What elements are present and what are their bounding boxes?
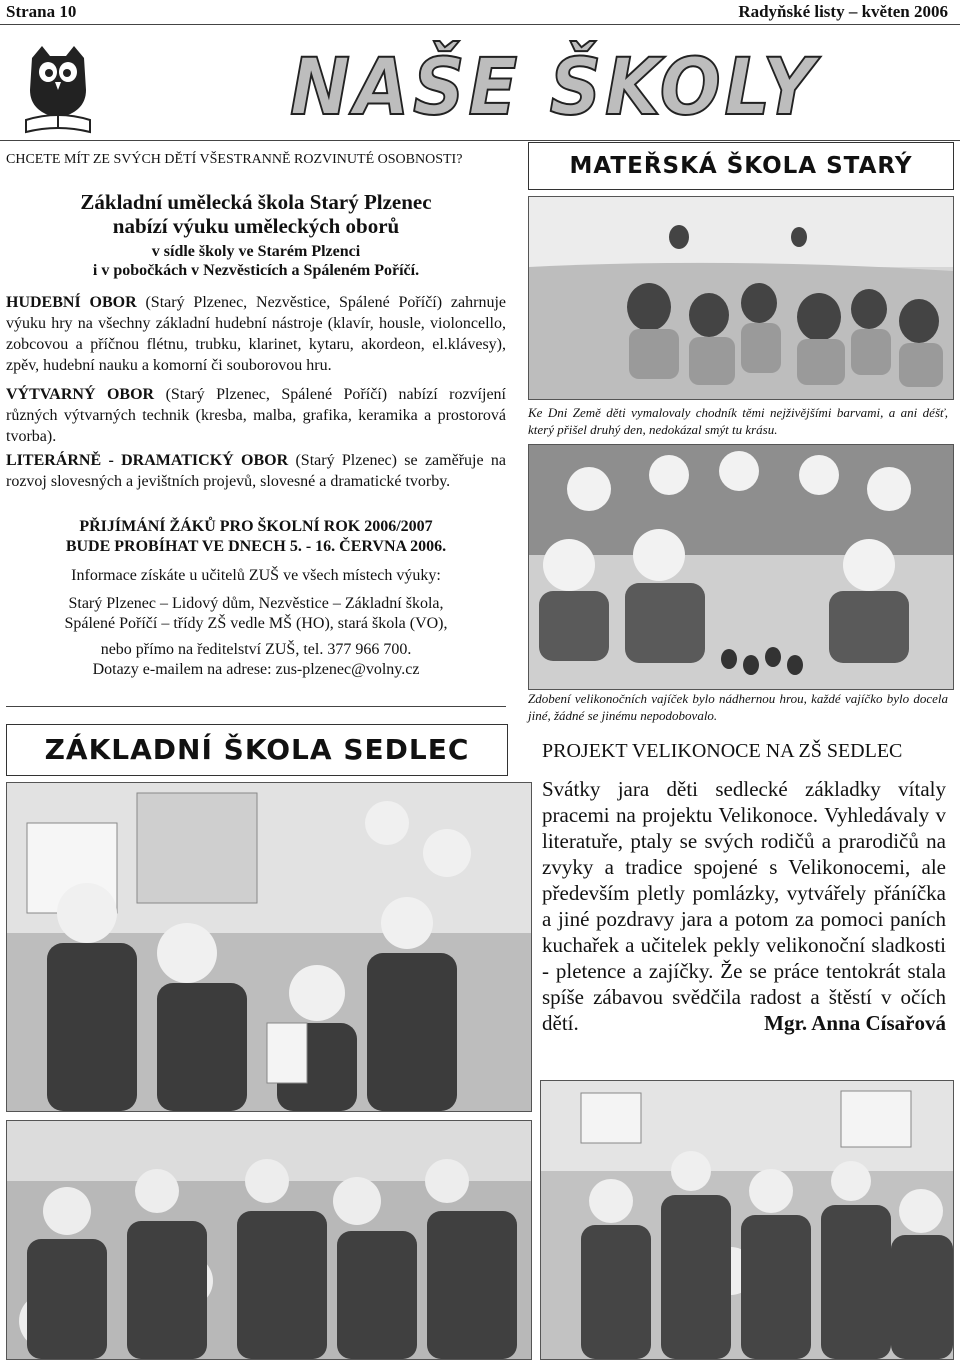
kindergarten-caption-1: Ke Dni Země děti vymalovaly chodník těmi nejživějšími barvami, a ani déšť, který přišel druhý den, nedokázal smýt tu krásu. — [528, 405, 948, 437]
publication-issue: Radyňské listy – květen 2006 — [738, 2, 948, 21]
music-department-paragraph — [6, 292, 506, 376]
zus-subtitle-line-1: v sídle školy ve Starém Plzenci — [151, 243, 361, 260]
zus-title — [6, 190, 506, 238]
info-line: Informace získáte u učitelů ZUŠ ve všech místech výuky: — [71, 567, 441, 584]
zus-title-line-2: nabízí výuku uměleckých oborů — [112, 214, 400, 238]
music-department-heading: HUDEBNÍ OBOR — [6, 294, 137, 311]
art-department-text: (Starý Plzenec, Spálené Poříčí) nabízí rozvíjení různých výtvarných technik (kresba, malba, grafika, keramika a prostorová tvorba). — [6, 386, 506, 445]
contact-email-line: Dotazy e-mailem na adrese: zus-plzenec@volny.cz — [92, 661, 420, 678]
zus-subtitle — [6, 242, 506, 280]
header-rule — [0, 24, 960, 25]
zus-title-line-1: Základní umělecká škola Starý Plzenec — [80, 190, 432, 214]
drama-department-text: (Starý Plzenec) se zaměřuje na rozvoj slovesných a jevištních projevů, slovesné a dramatické tvorby. — [6, 452, 506, 490]
project-author: Mgr. Anna Císařová — [764, 1011, 946, 1035]
teaching-places-line-1: Starý Plzenec – Lidový dům, Nezvěstice – Základní škola, — [68, 595, 444, 612]
elementary-school-photo-1 — [6, 782, 532, 1112]
section-rule — [6, 706, 506, 707]
kindergarten-easter-eggs-photo — [528, 444, 954, 690]
art-department-paragraph — [6, 384, 506, 447]
project-title: PROJEKT VELIKONOCE NA ZŠ SEDLEC — [542, 740, 903, 762]
art-department-heading: VÝTVARNÝ OBOR — [6, 386, 155, 403]
elementary-school-title: ZÁKLADNÍ ŠKOLA SEDLEC — [6, 724, 508, 776]
enrollment-line-2: BUDE PROBÍHAT VE DNECH 5. - 16. ČERVNA 2006. — [65, 538, 447, 555]
enrollment-line-1: PŘIJÍMÁNÍ ŽÁKŮ PRO ŠKOLNÍ ROK 2006/2007 — [79, 518, 433, 535]
kindergarten-title: MATEŘSKÁ ŠKOLA STARÝ — [528, 142, 954, 190]
contact-phone-line: nebo přímo na ředitelství ZUŠ, tel. 377 966 700. — [100, 641, 412, 658]
enrollment-notice — [6, 517, 506, 557]
project-text — [542, 776, 946, 1036]
page-number: Strana 10 — [6, 2, 77, 21]
elementary-school-photo-3 — [540, 1080, 954, 1360]
teaching-places-line-2: Spálené Poříčí – třídy ZŠ vedle MŠ (HO), stará škola (VO), — [64, 615, 448, 632]
owl-logo-icon — [22, 40, 94, 140]
project-text-body: Svátky jara děti sedlecké základky vítaly pracemi na projektu Velikonoce. Vyhledávaly v literatuře, ptaly se svých rodičů a prarodičů na zvyky a tradice spojené s Velikonocemi, ale především pletly pomlázky, vytvářely přáníčka a jiné pozdravy jara a potom za pomoci paních kuchařek a učitelek pekly velikonoční sladkosti - pletence a zajíčky. Že se práce tentokrát stala spíše zábavou svědčila radost a štěstí v očích dětí. — [542, 777, 946, 1035]
banner-rule — [0, 140, 960, 141]
kindergarten-caption-2: Zdobení velikonočních vajíček bylo nádhernou hrou, každé vajíčko bylo docela jiné, žádné se jinému nepodobovalo. — [528, 691, 948, 723]
banner-title: NAŠE ŠKOLY — [290, 43, 819, 133]
zus-kicker: CHCETE MÍT ZE SVÝCH DĚTÍ VŠESTRANNĚ ROZVINUTÉ OSOBNOSTI? — [6, 152, 463, 167]
zus-subtitle-line-2: i v pobočkách v Nezvěsticích a Spáleném Poříčí. — [92, 262, 420, 279]
contact-info — [6, 640, 506, 680]
teaching-places — [6, 594, 506, 634]
drama-department-paragraph — [6, 450, 506, 492]
drama-department-heading: LITERÁRNĚ - DRAMATICKÝ OBOR — [6, 452, 289, 469]
music-department-text: (Starý Plzenec, Nezvěstice, Spálené Poříčí) zahrnuje výuku hry na všechny základní hudební nástroje (klavír, housle, violoncello, zobcovou a příčnou flétnu, trubku, klarinet, kytaru, akordeon, el.klávesy), zpěv, hudební nauku a komorní či souborovou hru. — [6, 294, 506, 374]
kindergarten-chalk-drawing-photo — [528, 196, 954, 400]
elementary-school-photo-2 — [6, 1120, 532, 1360]
